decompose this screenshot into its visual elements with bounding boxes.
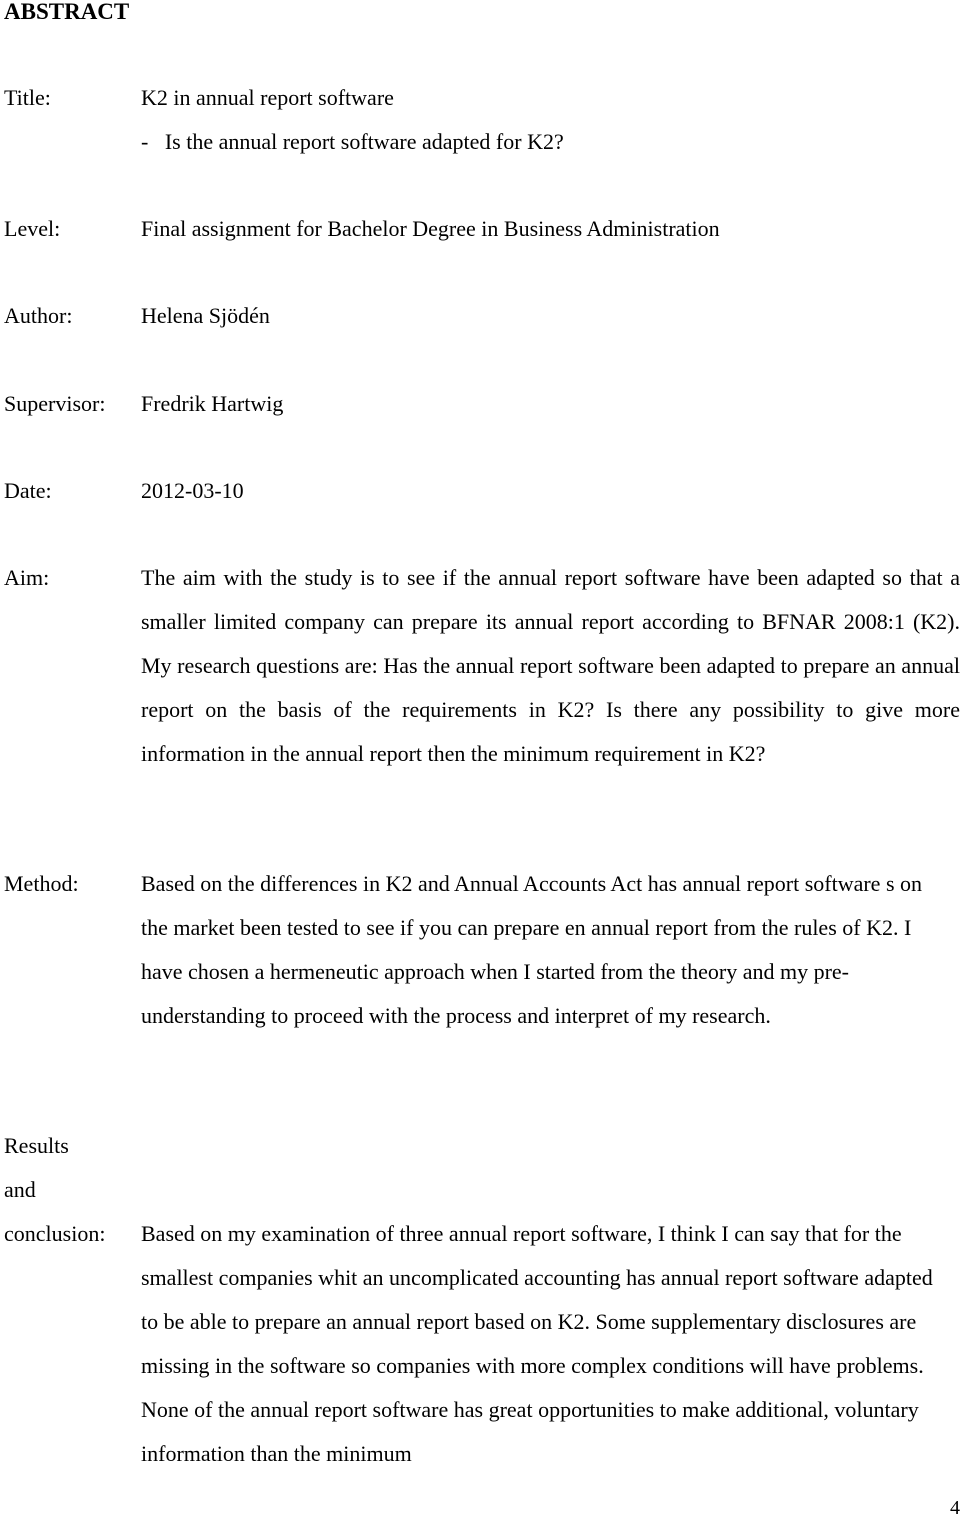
- date-value: 2012-03-10: [141, 478, 244, 503]
- title-line-2: - Is the annual report software adapted for K2?: [141, 129, 564, 154]
- aim-field: [0, 556, 960, 820]
- date-field: [0, 469, 960, 513]
- results-label-line-1: Results: [4, 1133, 69, 1158]
- aim-text: The aim with the study is to see if the annual report software have been adapted so that a smaller limited company can prepare its annual report according to BFNAR 2008:1 (K2). My research questions are: Has the annual report software been adapted to prepare an annual report on the basis of the requirements in K2? Is there any possibility to give more information in the annual report then the minimum requirement in K2?: [141, 565, 960, 766]
- results-label: [4, 1124, 134, 1256]
- results-field: [0, 1124, 960, 1484]
- method-label: Method:: [4, 871, 79, 896]
- level-value: Final assignment for Bachelor Degree in Business Administration: [141, 216, 720, 241]
- method-field: [0, 862, 960, 1082]
- supervisor-value: Fredrik Hartwig: [141, 391, 284, 416]
- title-value: [141, 76, 960, 164]
- aim-label: Aim:: [4, 565, 50, 590]
- author-label: Author:: [4, 303, 73, 328]
- title-line-1: K2 in annual report software: [141, 85, 394, 110]
- page-number: 4: [950, 1497, 960, 1519]
- level-label: Level:: [4, 216, 61, 241]
- abstract-heading: ABSTRACT: [4, 0, 130, 24]
- author-field: [0, 294, 960, 338]
- level-field: [0, 207, 960, 251]
- results-label-line-2: and: [4, 1177, 36, 1202]
- method-text: Based on the differences in K2 and Annual Accounts Act has annual report software s on the market been tested to see if you can prepare en annual report from the rules of K2. I have chosen a hermeneutic approach when I started from the theory and my pre-understanding to proceed with the process and interpret of my research.: [141, 871, 922, 1028]
- supervisor-label: Supervisor:: [4, 391, 106, 416]
- author-value: Helena Sjödén: [141, 303, 270, 328]
- supervisor-field: [0, 382, 960, 426]
- date-label: Date:: [4, 478, 52, 503]
- results-text: Based on my examination of three annual report software, I think I can say that for the smallest companies whit an uncomplicated accounting has annual report software adapted to be able to prepare an annual report based on K2. Some supplementary disclosures are missing in the software so companies with more complex conditions will have problems. None of the annual report software has great opportunities to make additional, voluntary information than the minimum: [141, 1221, 933, 1466]
- results-label-line-3: conclusion:: [4, 1221, 106, 1246]
- title-label: Title:: [4, 85, 51, 110]
- title-field: [0, 76, 960, 166]
